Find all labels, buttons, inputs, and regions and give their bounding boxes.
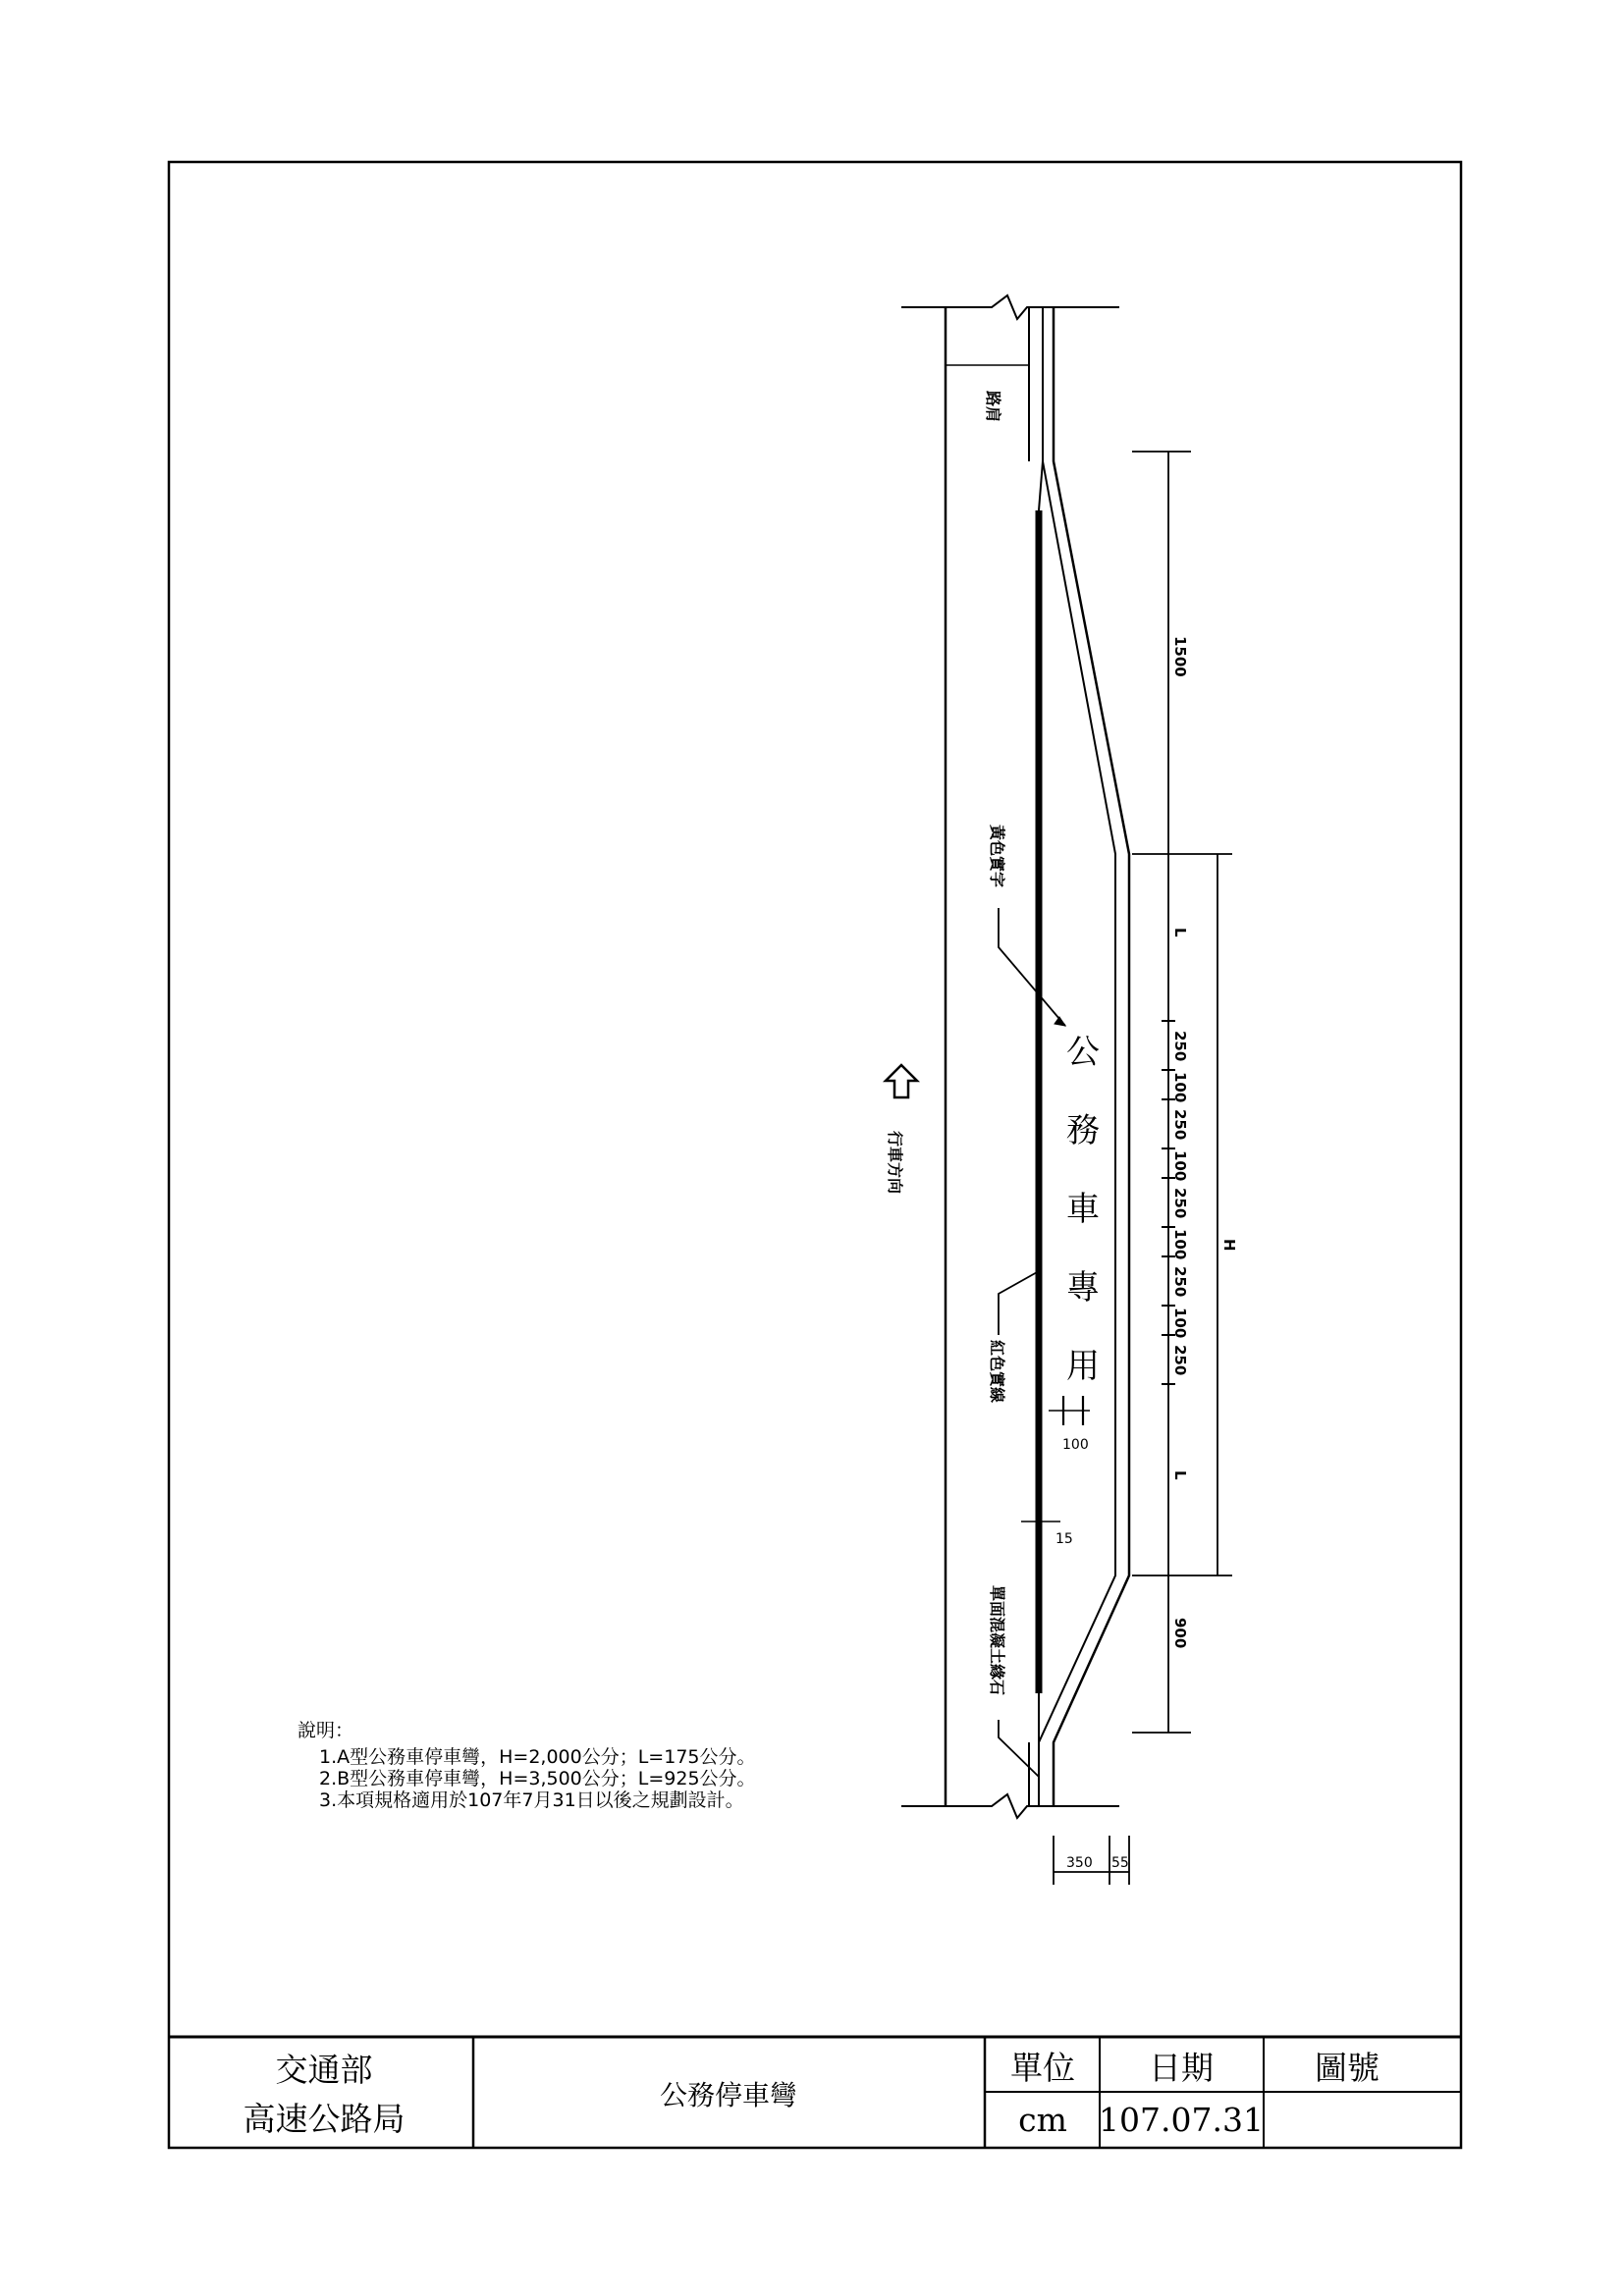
dim-250: 250 <box>1171 1188 1189 1219</box>
dim-100: 100 <box>1171 1072 1189 1103</box>
dim-100: 100 <box>1171 1229 1189 1260</box>
dimension-labels <box>1171 636 1238 1648</box>
date-label: 日期 <box>1149 2049 1214 2087</box>
dim-250: 250 <box>1171 1031 1189 1062</box>
leader-yellow-text <box>999 908 1065 1026</box>
title-block-text <box>243 2049 1380 2139</box>
dim-250: 250 <box>1171 1266 1189 1298</box>
drawing-number-label: 圖號 <box>1315 2049 1380 2087</box>
marking-char: 務 <box>1066 1111 1100 1150</box>
marking-char: 公 <box>1066 1033 1100 1072</box>
dim-H: H <box>1220 1239 1238 1252</box>
note-item: 1.A型公務車停車彎，H=2,000公分；L=175公分。 <box>319 1746 756 1768</box>
leader-curb <box>999 1720 1039 1777</box>
yellow-text-label: 黃色實字 <box>988 825 1006 888</box>
dim-100: 100 <box>1171 1150 1189 1182</box>
curb-label: 單面混凝土緣石 <box>988 1585 1006 1696</box>
dim-250: 250 <box>1171 1109 1189 1141</box>
dim-250: 250 <box>1171 1345 1189 1376</box>
sheet-border <box>169 162 1461 2148</box>
notes-heading: 說明： <box>298 1720 354 1741</box>
dim-100: 100 <box>1171 1308 1189 1339</box>
dim-1500: 1500 <box>1171 636 1189 677</box>
travel-direction-arrow <box>886 1065 917 1097</box>
marking-char: 用 <box>1066 1347 1100 1386</box>
date-value: 107.07.31 <box>1099 2101 1264 2139</box>
dim-marking-100: 100 <box>1062 1437 1089 1453</box>
dim-L-top: L <box>1171 928 1189 937</box>
travel-direction-label: 行車方向 <box>886 1131 904 1195</box>
unit-label: 單位 <box>1010 2049 1075 2087</box>
dim-curb-55: 55 <box>1111 1855 1129 1871</box>
dim-curb-350: 350 <box>1066 1855 1093 1871</box>
leader-red-line <box>999 1271 1039 1335</box>
org-name-line2: 高速公路局 <box>243 2100 406 2138</box>
dim-900: 900 <box>1171 1618 1189 1649</box>
taper-top <box>1039 461 1043 510</box>
notes <box>298 1720 756 1811</box>
bottom-break-line <box>901 1794 1119 1818</box>
top-break-line <box>901 295 1119 319</box>
org-name-line1: 交通部 <box>275 2051 373 2089</box>
shoulder-label: 路肩 <box>984 391 1002 423</box>
pavement-marking <box>1066 1033 1100 1386</box>
drawing-title: 公務停車彎 <box>659 2079 798 2111</box>
unit-value: cm <box>1018 2101 1067 2139</box>
note-item: 3.本項規格適用於107年7月31日以後之規劃設計。 <box>319 1789 744 1811</box>
dim-L-bottom: L <box>1171 1470 1189 1480</box>
dim-line-15: 15 <box>1055 1531 1073 1547</box>
marking-char: 專 <box>1066 1268 1100 1308</box>
marking-char: 車 <box>1066 1190 1100 1229</box>
red-line-label: 紅色實線 <box>988 1340 1006 1404</box>
leader-yellow-text-arrow <box>1055 1017 1065 1026</box>
note-item: 2.B型公務車停車彎，H=3,500公分；L=925公分。 <box>319 1768 756 1789</box>
